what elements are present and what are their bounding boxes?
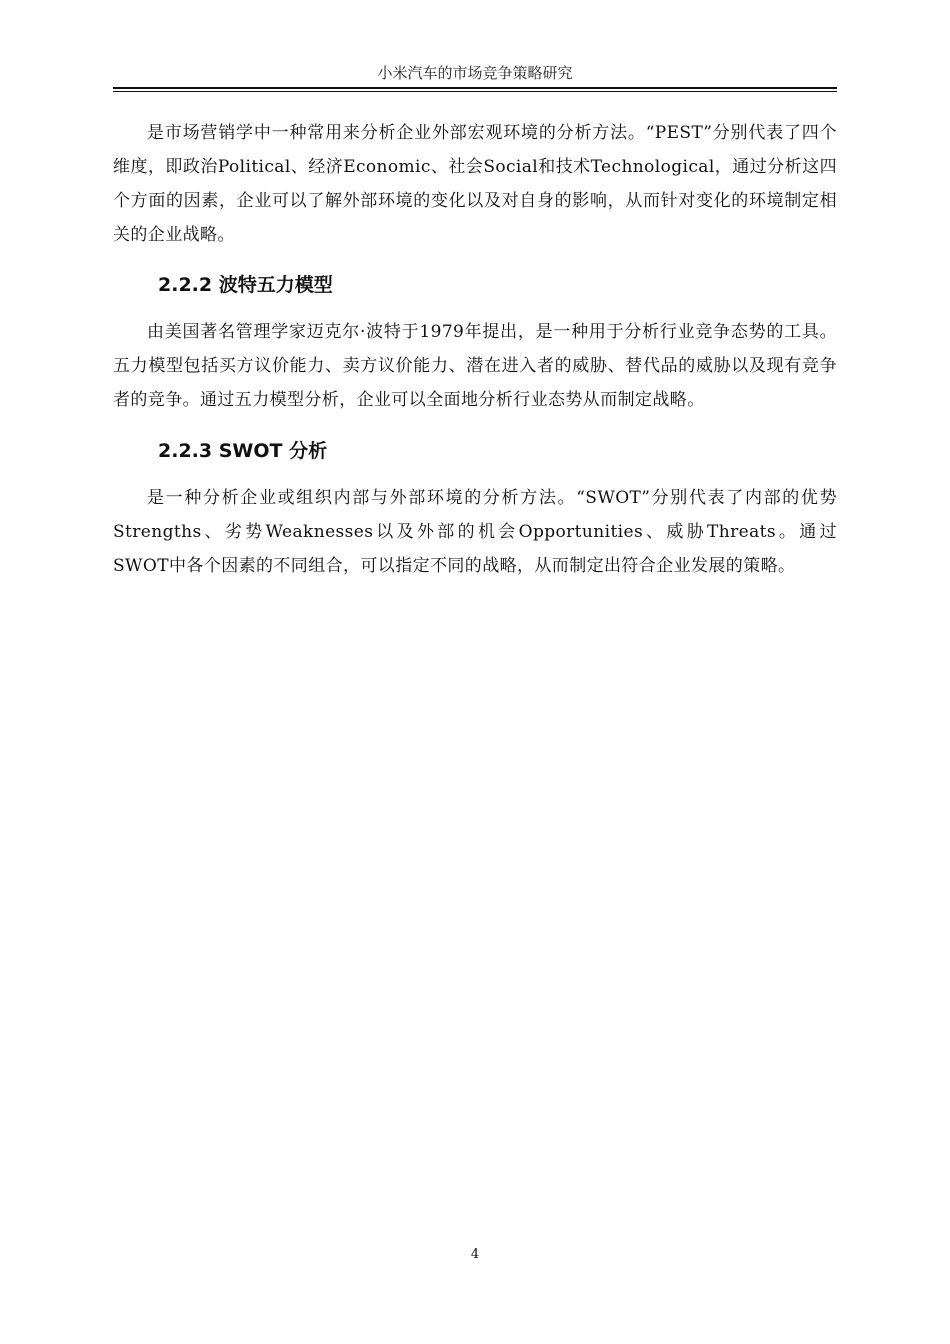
page-number: 4 [470,1247,480,1262]
running-header: 小米汽车的市场竞争策略研究 [377,64,573,82]
header-rule-thin [113,91,837,92]
section-heading-porter: 2.2.2 波特五力模型 [158,274,333,296]
section-heading-swot: 2.2.3 SWOT 分析 [158,440,328,462]
paragraph-porter: 由美国著名管理学家迈克尔·波特于1979年提出，是一种用于分析行业竞争态势的工具。五力模型包括买方议价能力、卖方议价能力、潜在进入者的威胁、替代品的威胁以及现有竞争者的竞争。通过五力模型分析，企业可以全面地分析行业态势从而制定战略。 [113,322,837,410]
header-rule-thick [113,87,837,89]
paragraph-swot: 是一种分析企业或组织内部与外部环境的分析方法。“SWOT”分别代表了内部的优势Strengths、劣势Weaknesses以及外部的机会Opportunities、威胁Threats。通过SWOT中各个因素的不同组合，可以指定不同的战略，从而制定出符合企业发展的策略。 [113,488,837,576]
paragraph-pest: 是市场营销学中一种常用来分析企业外部宏观环境的分析方法。“PEST”分别代表了四个维度，即政治Political、经济Economic、社会Social和技术Technological，通过分析这四个方面的因素，企业可以了解外部环境的变化以及对自身的影响，从而针对变化的环境制定相关的企业战略。 [113,123,837,245]
